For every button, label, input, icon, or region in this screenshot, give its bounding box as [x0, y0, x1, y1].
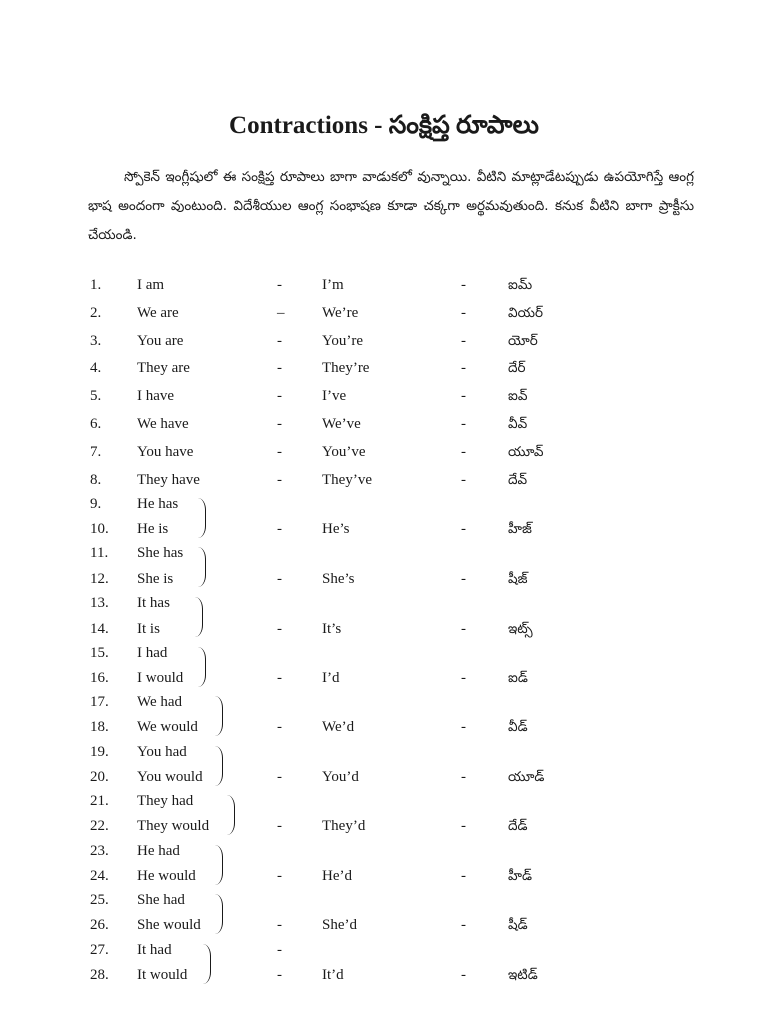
item-contraction: He’s: [322, 521, 350, 537]
item-dash1: -: [277, 521, 282, 537]
item-contraction: She’s: [322, 571, 355, 587]
item-telugu: వీవ్: [508, 416, 528, 432]
item-dash2: -: [461, 967, 466, 983]
item-phrase: They have: [137, 472, 200, 488]
group-brace: [197, 647, 206, 687]
item-dash2: -: [461, 917, 466, 933]
item-telugu: షీడ్: [508, 917, 528, 933]
item-contraction: It’s: [322, 621, 342, 637]
item-dash2: -: [461, 868, 466, 884]
item-dash2: -: [461, 305, 466, 321]
intro-paragraph: స్పోకెన్ ఇంగ్లీషులో ఈ సంక్షిప్త రూపాలు బాగా వాడుకలో వున్నాయి. వీటిని మాట్లాడేటప్పుడు ఉపయోగిస్తే ఆంగ్ల భాష అందంగా వుంటుంది. విదేశీయుల ఆంగ్ల సంభాషణ కూడా చక్కగా అర్థమవుతుంది. కనుక వీటిని బాగా ప్రాక్టీసు చేయండి.: [88, 169, 694, 243]
item-num: 15.: [90, 645, 109, 661]
item-phrase: We are: [137, 305, 179, 321]
item-telugu: యూవ్: [508, 444, 544, 460]
item-num: 20.: [90, 769, 109, 785]
item-phrase: We would: [137, 719, 198, 735]
item-num: 28.: [90, 967, 109, 983]
item-telugu: ఐవ్: [508, 388, 528, 404]
item-dash2: -: [461, 670, 466, 686]
item-phrase: She is: [137, 571, 174, 587]
item-dash1: -: [277, 444, 282, 460]
item-dash2: -: [461, 416, 466, 432]
item-num: 25.: [90, 892, 109, 908]
item-dash2: -: [461, 277, 466, 293]
item-dash1: -: [277, 360, 282, 376]
item-num: 5.: [90, 388, 102, 404]
item-telugu: ఐమ్: [508, 277, 533, 293]
item-phrase: He had: [137, 843, 180, 859]
item-num: 4.: [90, 360, 102, 376]
item-contraction: We’re: [322, 305, 359, 321]
item-dash1: -: [277, 571, 282, 587]
item-contraction: They’d: [322, 818, 366, 834]
item-dash1: -: [277, 472, 282, 488]
item-num: 24.: [90, 868, 109, 884]
item-phrase: You have: [137, 444, 194, 460]
item-dash2: -: [461, 769, 466, 785]
item-telugu: దేవ్: [508, 472, 528, 488]
item-phrase: I would: [137, 670, 184, 686]
group-brace: [202, 944, 211, 984]
item-num: 22.: [90, 818, 109, 834]
item-phrase: He would: [137, 868, 196, 884]
item-num: 26.: [90, 917, 109, 933]
item-phrase: We had: [137, 694, 183, 710]
item-contraction: She’d: [322, 917, 357, 933]
item-phrase: You are: [137, 333, 184, 349]
item-num: 13.: [90, 595, 109, 611]
item-contraction: You’re: [322, 333, 363, 349]
item-telugu: దేర్: [508, 360, 526, 376]
item-dash1: -: [277, 769, 282, 785]
item-phrase: They would: [137, 818, 210, 834]
item-phrase: It has: [137, 595, 170, 611]
item-num: 19.: [90, 744, 109, 760]
item-dash1: -: [277, 818, 282, 834]
item-phrase: It would: [137, 967, 188, 983]
item-phrase: She would: [137, 917, 201, 933]
page-title: Contractions - సంక్షిప్త రూపాలు: [229, 112, 539, 139]
item-num: 23.: [90, 843, 109, 859]
item-num: 11.: [90, 545, 109, 561]
item-num: 10.: [90, 521, 109, 537]
item-phrase: They are: [137, 360, 190, 376]
item-num: 17.: [90, 694, 109, 710]
item-dash2: -: [461, 818, 466, 834]
item-num: 18.: [90, 719, 109, 735]
item-num: 27.: [90, 942, 109, 958]
item-num: 3.: [90, 333, 102, 349]
item-contraction: You’d: [322, 769, 359, 785]
item-dash2: -: [461, 360, 466, 376]
item-dash1: –: [277, 305, 285, 321]
item-phrase: He has: [137, 496, 179, 512]
item-num: 6.: [90, 416, 102, 432]
item-telugu: యూడ్: [508, 769, 545, 785]
item-dash1: -: [277, 967, 282, 983]
item-phrase: I am: [137, 277, 165, 293]
item-telugu: వియర్: [508, 305, 543, 321]
item-num: 1.: [90, 277, 102, 293]
item-contraction: They’re: [322, 360, 370, 376]
item-phrase: We have: [137, 416, 189, 432]
item-telugu: హీజ్: [508, 521, 532, 537]
item-phrase: You had: [137, 744, 187, 760]
item-contraction: It’d: [322, 967, 344, 983]
item-phrase: I have: [137, 388, 175, 404]
item-telugu: వీడ్: [508, 719, 528, 735]
item-phrase: It is: [137, 621, 160, 637]
item-num: 2.: [90, 305, 102, 321]
item-dash2: -: [461, 388, 466, 404]
item-dash1: -: [277, 277, 282, 293]
item-dash1: -: [277, 333, 282, 349]
item-dash1: -: [277, 719, 282, 735]
group-brace: [197, 547, 206, 587]
item-phrase: He is: [137, 521, 169, 537]
group-brace: [214, 894, 223, 934]
group-brace: [214, 746, 223, 786]
item-telugu: ఐడ్: [508, 670, 528, 686]
item-contraction: You’ve: [322, 444, 366, 460]
item-num: 7.: [90, 444, 102, 460]
item-dash1: -: [277, 621, 282, 637]
item-telugu: ఇటిడ్: [508, 967, 538, 983]
item-dash2: -: [461, 621, 466, 637]
item-dash1: -: [277, 942, 282, 958]
item-dash1: -: [277, 388, 282, 404]
item-dash2: -: [461, 472, 466, 488]
item-contraction: They’ve: [322, 472, 372, 488]
item-num: 21.: [90, 793, 109, 809]
item-dash2: -: [461, 333, 466, 349]
item-phrase: She had: [137, 892, 185, 908]
item-dash1: -: [277, 868, 282, 884]
item-phrase: They had: [137, 793, 194, 809]
item-telugu: షీజ్: [508, 571, 528, 587]
group-brace: [226, 795, 235, 835]
item-phrase: You would: [137, 769, 203, 785]
item-phrase: She has: [137, 545, 184, 561]
group-brace: [194, 597, 203, 637]
item-telugu: యోర్: [508, 333, 538, 349]
item-contraction: I’ve: [322, 388, 347, 404]
item-contraction: We’ve: [322, 416, 361, 432]
item-telugu: దేడ్: [508, 818, 528, 834]
group-brace: [197, 498, 206, 538]
group-brace: [214, 845, 223, 885]
item-telugu: ఇట్స్: [508, 621, 533, 637]
item-dash1: -: [277, 917, 282, 933]
item-dash2: -: [461, 444, 466, 460]
item-dash1: -: [277, 416, 282, 432]
item-contraction: He’d: [322, 868, 352, 884]
item-num: 16.: [90, 670, 109, 686]
group-brace: [214, 696, 223, 736]
item-dash2: -: [461, 571, 466, 587]
item-dash2: -: [461, 719, 466, 735]
item-dash1: -: [277, 670, 282, 686]
item-dash2: -: [461, 521, 466, 537]
item-contraction: I’d: [322, 670, 340, 686]
item-contraction: I’m: [322, 277, 344, 293]
item-num: 9.: [90, 496, 102, 512]
item-telugu: హీడ్: [508, 868, 532, 884]
item-contraction: We’d: [322, 719, 355, 735]
item-phrase: It had: [137, 942, 172, 958]
item-num: 14.: [90, 621, 109, 637]
item-num: 8.: [90, 472, 102, 488]
item-phrase: I had: [137, 645, 168, 661]
item-num: 12.: [90, 571, 109, 587]
